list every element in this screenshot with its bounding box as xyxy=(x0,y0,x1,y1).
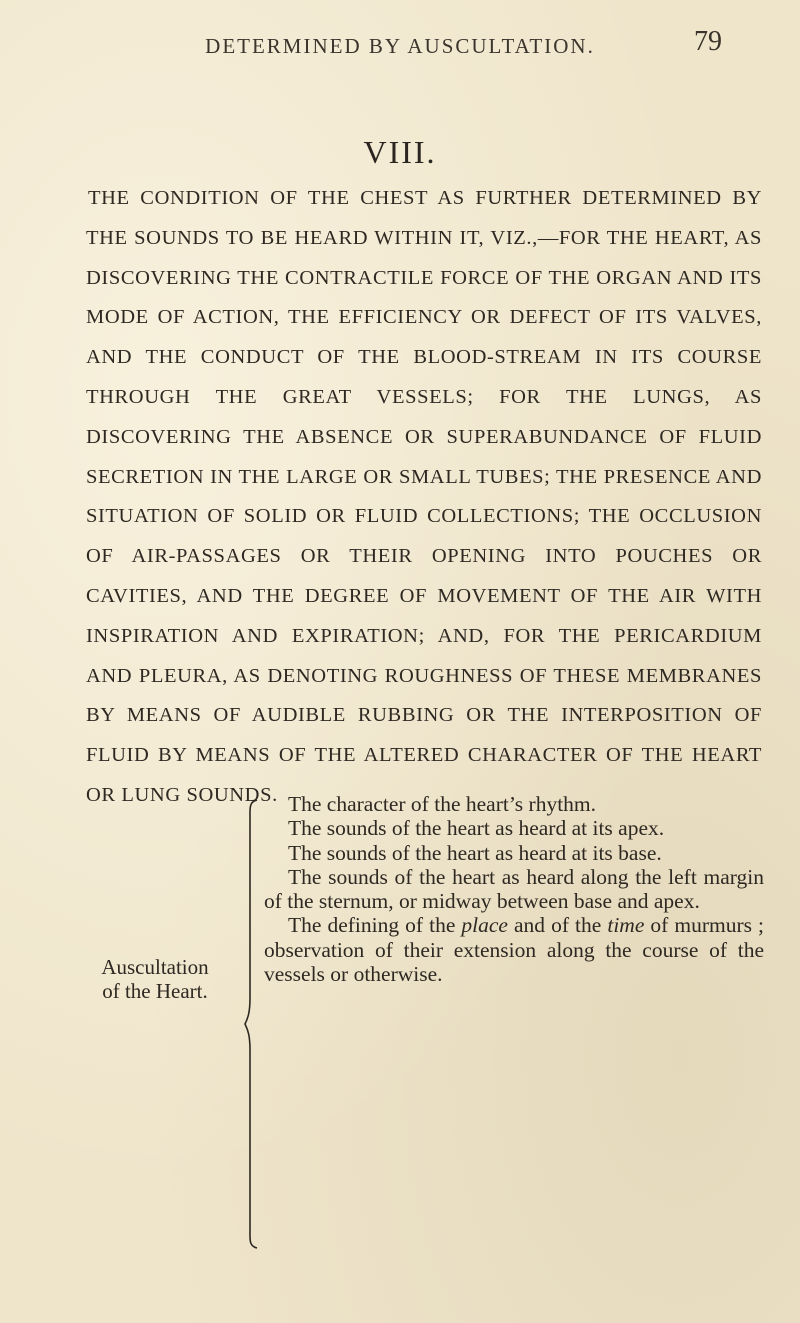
list-item: The character of the heart’s rhythm. xyxy=(288,792,597,816)
emphasis-time: time xyxy=(607,913,645,938)
side-label-line2: of the Heart. xyxy=(102,979,208,1003)
list-item-text: of murmurs ; observation of their extension along the course of the vessels or otherwise. xyxy=(264,913,764,987)
list-item: The sounds of the heart as heard at its apex. xyxy=(288,816,665,841)
emphasis-place: place xyxy=(461,913,508,938)
section-number: VIII. xyxy=(363,134,437,170)
topic-list xyxy=(264,792,764,986)
curly-brace-icon xyxy=(244,798,260,1250)
list-item-text: and of the xyxy=(507,913,608,938)
list-item: The sounds of the heart as heard along the left margin of the sternum, or midway between base and apex. xyxy=(264,864,764,914)
side-label-line1: Auscultation xyxy=(101,955,209,979)
list-item-text: The defining of the xyxy=(288,913,462,938)
section-heading: THE CONDITION OF THE CHEST AS FURTHER DETERMINED BY THE SOUNDS TO BE HEARD WITHIN IT, VIZ.,—FOR THE HEART, AS DISCOVERING THE CONTRACTILE FORCE OF THE ORGAN AND ITS MODE OF ACTION, THE EFFICIENCY OR DEFECT OF ITS VALVES, AND THE CONDUCT OF THE BLOOD-STREAM IN ITS COURSE THROUGH THE GREAT VESSELS; FOR THE LUNGS, AS DISCOVERING THE ABSENCE OR SUPERABUNDANCE OF FLUID SECRETION IN THE LARGE OR SMALL TUBES; THE PRESENCE AND SITUATION OF SOLID OR FLUID COLLECTIONS; THE OCCLUSION OF AIR-PASSAGES OR THEIR OPENING INTO POUCHES OR CAVITIES, AND THE DEGREE OF MOVEMENT OF THE AIR WITH INSPIRATION AND EXPIRATION; AND, FOR THE PERICARDIUM AND PLEURA, AS DENOTING ROUGHNESS OF THESE MEMBRANES BY MEANS OF AUDIBLE RUBBING OR THE INTERPOSITION OF FLUID BY MEANS OF THE ALTERED CHARACTER OF THE HEART OR LUNG SOUNDS. xyxy=(86,187,762,806)
page-number: 79 xyxy=(694,26,722,57)
side-label xyxy=(70,955,240,1003)
list-item: The sounds of the heart as heard at its base. xyxy=(288,840,662,865)
list-item xyxy=(264,913,764,986)
running-head: DETERMINED BY AUSCULTATION. xyxy=(205,34,595,58)
